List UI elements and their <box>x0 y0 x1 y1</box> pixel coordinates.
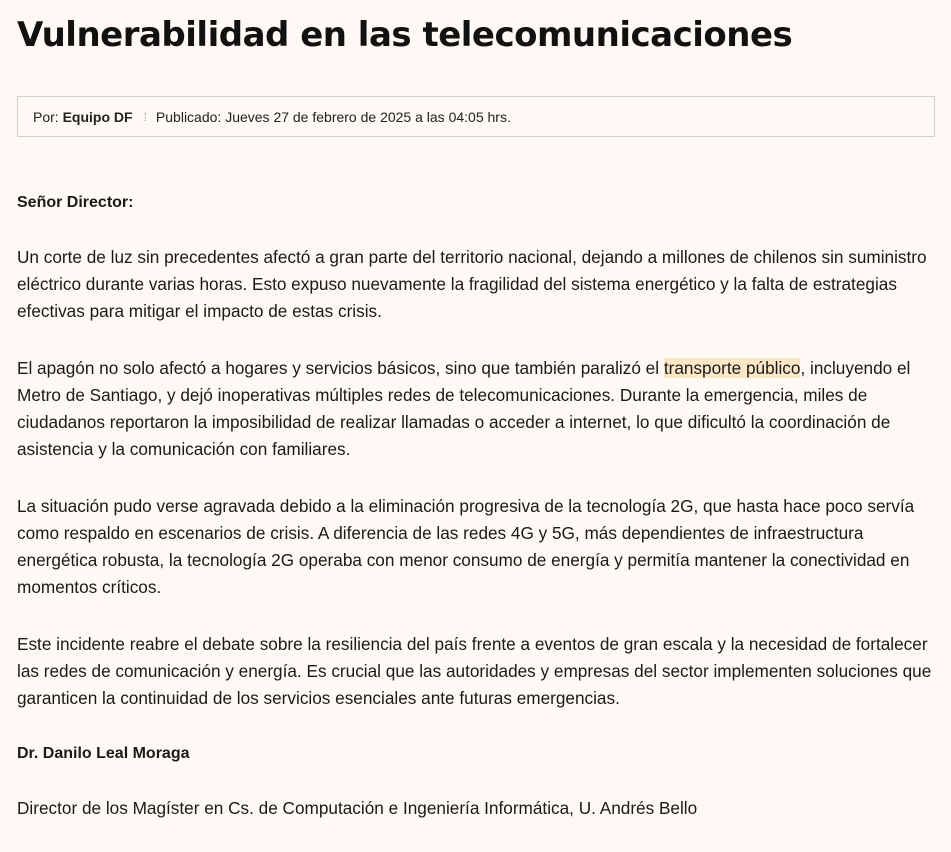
transporte-publico-link[interactable]: transporte público <box>663 358 801 378</box>
byline-box <box>17 96 935 137</box>
publish-date: Publicado: Jueves 27 de febrero de 2025 a las 04:05 hrs. <box>155 108 511 125</box>
paragraph-2-start: El apagón no solo afectó a hogares y servicios básicos, sino que también paralizó el <box>17 358 664 378</box>
paragraph-4: Este incidente reabre el debate sobre la resiliencia del país frente a eventos de gran escala y la necesidad de fortalecer las redes de comunicación y energía. Es crucial que las autoridades y empresas del sector implementen soluciones que garanticen la continuidad de los servicios esenciales ante futuras emergencias. <box>17 634 932 708</box>
byline-separator: ⁞ <box>143 109 147 124</box>
author-prefix: Por: <box>33 108 59 125</box>
paragraph-2 <box>17 355 939 463</box>
article-title: Vulnerabilidad en las telecomunicaciones <box>17 15 793 55</box>
author-name[interactable]: Equipo DF <box>62 108 133 125</box>
signature-role: Director de los Magíster en Cs. de Computación e Ingeniería Informática, U. Andrés Bello <box>17 798 698 818</box>
signature-name: Dr. Danilo Leal Moraga <box>17 745 190 762</box>
paragraph-2-end: , incluyendo el Metro de Santiago, y dejó inoperativas múltiples redes de telecomunicaciones. Durante la emergencia, miles de ciudadanos reportaron la imposibilidad de realizar llamadas o acceder a internet, lo que dificultó la coordinación de asistencia y la comunicación con familiares. <box>17 358 911 459</box>
article-body <box>17 189 939 852</box>
paragraph-3: La situación pudo verse agravada debido a la eliminación progresiva de la tecnología 2G, que hasta hace poco servía como respaldo en escenarios de crisis. A diferencia de las redes 4G y 5G, más dependientes de infraestructura energética robusta, la tecnología 2G operaba con menor consumo de energía y permitía mantener la conectividad en momentos críticos. <box>17 496 915 597</box>
salutation: Señor Director: <box>17 194 134 211</box>
paragraph-1: Un corte de luz sin precedentes afectó a gran parte del territorio nacional, dejando a millones de chilenos sin suministro eléctrico durante varias horas. Esto expuso nuevamente la fragilidad del sistema energético y la falta de estrategias efectivas para mitigar el impacto de estas crisis. <box>17 247 927 321</box>
